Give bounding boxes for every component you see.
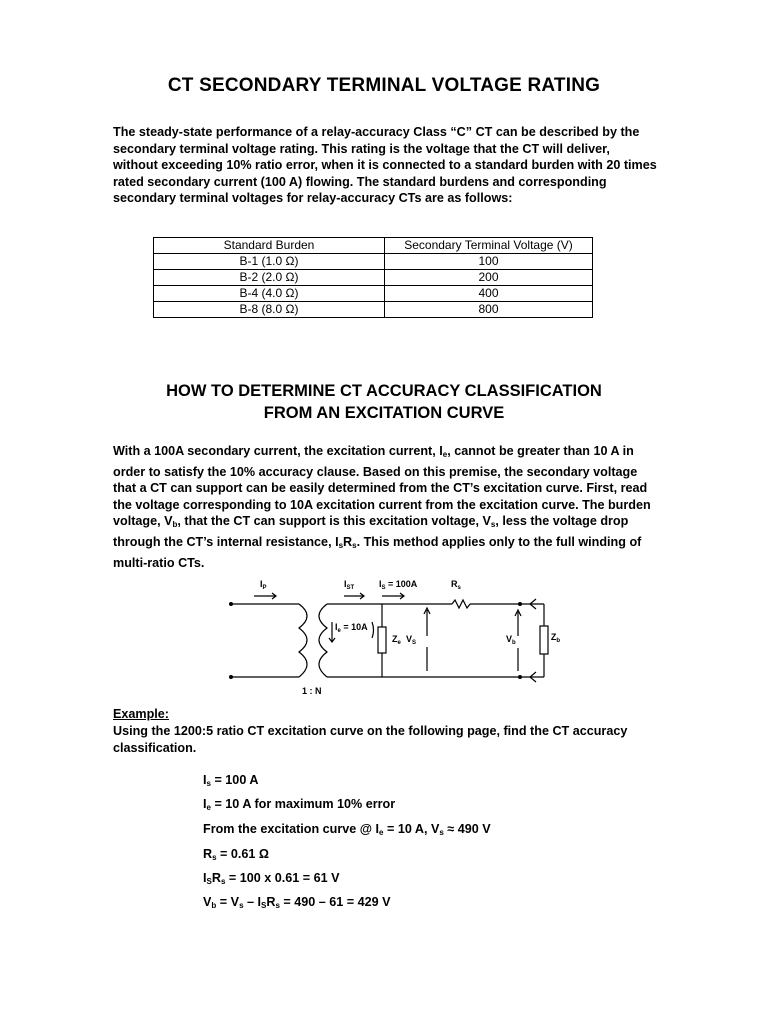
- text-run: With a 100A secondary current, the excitation current, I: [113, 444, 443, 458]
- subscript: s: [338, 540, 344, 550]
- example-label: Example:: [113, 707, 169, 721]
- calc-line: $V_b = V_s - I_SR_s = 490 - 61 = 429$ V: [203, 895, 391, 910]
- burden-table: [153, 237, 593, 318]
- method-paragraph: [113, 443, 658, 571]
- table-cell: 400: [385, 286, 593, 302]
- table-header-cell: Standard Burden: [154, 238, 385, 254]
- table-cell: 800: [385, 302, 593, 318]
- table-cell: 200: [385, 270, 593, 286]
- table-cell: B-4 (4.0 Ω): [154, 286, 385, 302]
- subscript: b: [172, 520, 178, 530]
- text-run: . This method applies only to the full winding of multi-ratio CTs.: [113, 534, 642, 570]
- table-header-row: [154, 238, 593, 254]
- svg-text:IST: $I_{ST}$: [344, 579, 355, 591]
- section-heading: [0, 380, 768, 424]
- subscript: s: [352, 540, 357, 550]
- svg-text:Vb: $V_b$: [506, 634, 516, 646]
- page-title: CT SECONDARY TERMINAL VOLTAGE RATING: [167, 75, 601, 96]
- svg-text:Rs: $R_s$: [451, 579, 461, 591]
- subscript: s: [490, 520, 496, 530]
- calc-line: $I_SR_s = 100$ x 0.61 = 61 V: [203, 871, 340, 886]
- svg-text:VS: $V_S$: [406, 634, 417, 646]
- calc-line: $I_s = 100$ A: [203, 773, 259, 788]
- text-run: , that the CT can support is this excitation voltage, V: [177, 514, 491, 529]
- text-run: R: [343, 534, 353, 549]
- intro-paragraph: The steady-state performance of a relay-accuracy Class “C” CT can be described by the secondary terminal voltage rating. This rating is the voltage that the CT will deliver, without exceeding 10% ratio error, when it is connected to a standard burden with 20 times rated secondary current (100 A) flowing. The standard burdens and corresponding secondary terminal voltages for relay-accuracy CTs are as follows:: [113, 125, 657, 206]
- example-text: Using the 1200:5 ratio CT excitation curve on the following page, find the CT accuracy classification.: [113, 724, 628, 755]
- table-cell: B-2 (2.0 Ω): [154, 270, 385, 286]
- section-heading-line: FROM AN EXCITATION CURVE: [263, 404, 505, 422]
- calc-line: $R_s = 0.61$ Ω: [203, 847, 270, 862]
- table-cell: B-1 (1.0 Ω): [154, 254, 385, 270]
- calc-line: From the excitation curve @ $I_e = 10$ A, $V_s \approx 490$ V: [203, 822, 491, 837]
- section-heading-line: HOW TO DETERMINE CT ACCURACY CLASSIFICATION: [166, 382, 602, 400]
- svg-text:IP: $I_P$: [260, 579, 267, 591]
- table-cell: B-8 (8.0 Ω): [154, 302, 385, 318]
- table-header-cell: Secondary Terminal Voltage (V): [385, 238, 593, 254]
- table-cell: 100: [385, 254, 593, 270]
- circuit-wires: [231, 593, 548, 682]
- text-run: , cannot be greater than 10 A in order to satisfy the 10% accuracy clause. Based on this premise, the secondary voltage that a CT can support can be easily determined from the CT’s excitation curve. First, read the voltage corresponding to 10A excitation current from the excitation curve. The burden voltage, V: [113, 444, 651, 529]
- ct-circuit-diagram: [220, 574, 560, 698]
- svg-text:Zb: $Z_b$: [550, 632, 560, 644]
- table-row: [154, 286, 593, 302]
- text-run: , less the voltage drop through the CT’s internal resistance, I: [113, 514, 629, 549]
- calc-line: $I_e = 10$ A for maximum 10% error: [203, 797, 396, 812]
- svg-text:IS = 100A: $I_S = 100A$: [379, 579, 418, 591]
- table-row: [154, 254, 593, 270]
- svg-text:Ze: $Z_e$: [392, 634, 401, 646]
- table-row: [154, 302, 593, 318]
- svg-text:Ie = 10A: $I_e = 10A$: [335, 622, 368, 634]
- terminal-dots: [229, 602, 522, 679]
- subscript: e: [442, 450, 448, 459]
- svg-text:1 : N: 1 : N: [302, 686, 322, 696]
- table-row: [154, 270, 593, 286]
- circuit-labels: [260, 579, 560, 696]
